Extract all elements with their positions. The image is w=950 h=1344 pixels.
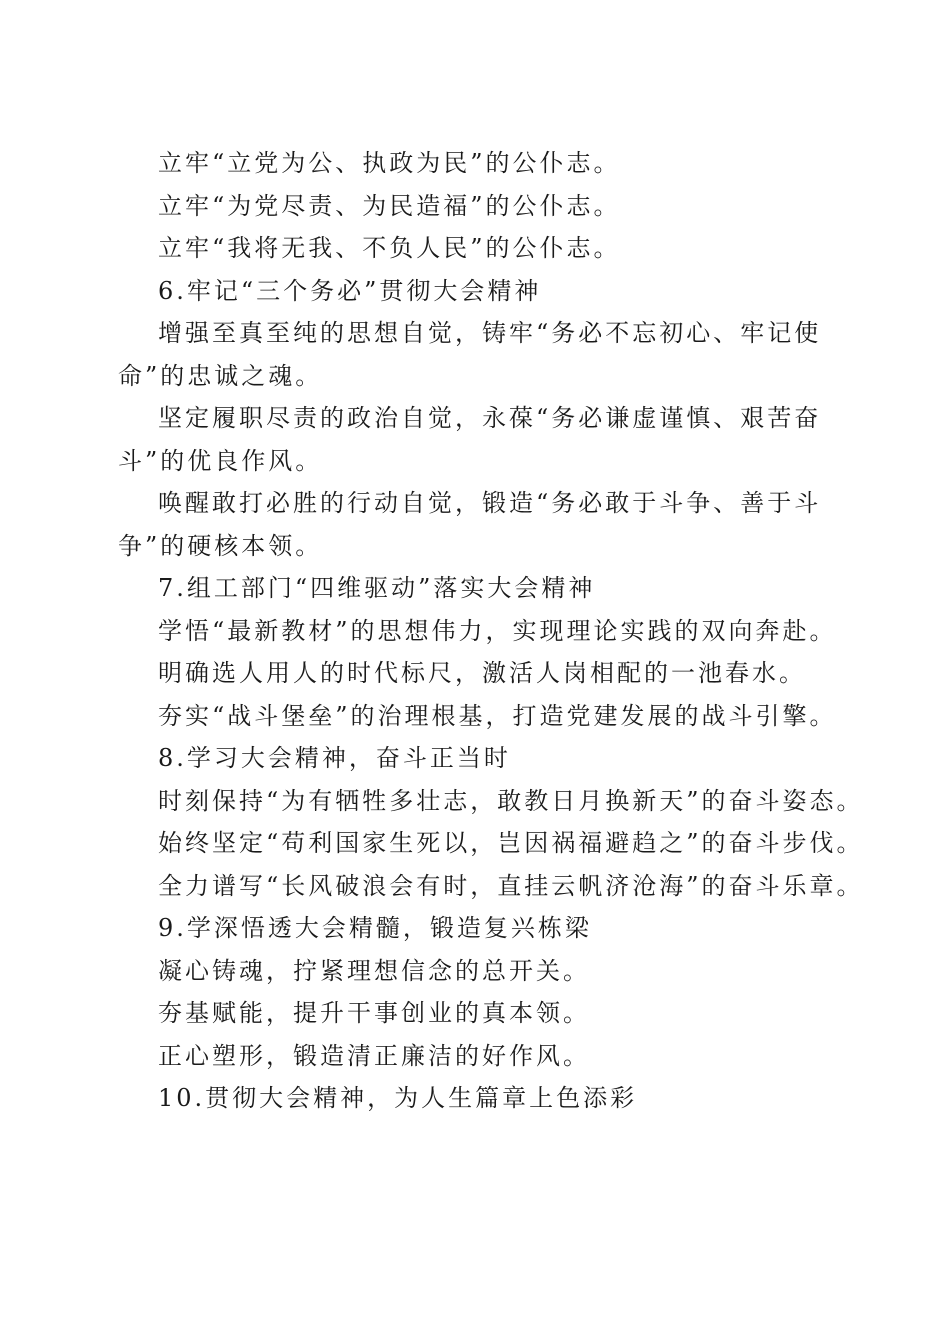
body-line: 唤醒敢打必胜的行动自觉，锻造“务必敢于斗争、善于斗 <box>158 489 822 517</box>
section-heading: 7.组工部门“四维驱动”落实大会精神 <box>158 574 596 602</box>
body-line: 夯实“战斗堡垒”的治理根基，打造党建发展的战斗引擎。 <box>158 701 837 730</box>
section-heading: 6.牢记“三个务必”贯彻大会精神 <box>158 276 542 305</box>
body-line-continuation: 命”的忠诚之魂。 <box>118 361 323 390</box>
body-line: 增强至真至纯的思想自觉，铸牢“务必不忘初心、牢记使 <box>158 319 822 347</box>
body-line: 始终坚定“苟利国家生死以，岂因祸福避趋之”的奋斗步伐。 <box>158 829 864 857</box>
body-line: 立牢“为党尽责、为民造福”的公仆志。 <box>158 191 621 220</box>
document-body <box>118 142 864 1120</box>
body-line-continuation: 争”的硬核本领。 <box>118 531 323 560</box>
body-line-continuation: 斗”的优良作风。 <box>118 446 323 475</box>
body-line: 坚定履职尽责的政治自觉，永葆“务必谦虚谨慎、艰苦奋 <box>158 404 822 432</box>
body-line: 明确选人用人的时代标尺，激活人岗相配的一池春水。 <box>158 659 806 687</box>
section-heading: 10.贯彻大会精神，为人生篇章上色添彩 <box>158 1084 638 1112</box>
body-line: 夯基赋能，提升干事创业的真本领。 <box>158 999 590 1027</box>
section-heading: 9.学深悟透大会精髓，锻造复兴栋梁 <box>158 914 592 942</box>
body-line: 正心塑形，锻造清正廉洁的好作风。 <box>158 1041 590 1070</box>
section-heading: 8.学习大会精神，奋斗正当时 <box>158 744 511 772</box>
body-line: 全力谱写“长风破浪会有时，直挂云帆济沧海”的奋斗乐章。 <box>158 871 864 900</box>
body-line: 学悟“最新教材”的思想伟力，实现理论实践的双向奔赴。 <box>158 616 837 645</box>
body-line: 立牢“立党为公、执政为民”的公仆志。 <box>158 149 621 177</box>
body-line: 时刻保持“为有牺牲多壮志，敢教日月换新天”的奋斗姿态。 <box>158 786 864 815</box>
body-line: 凝心铸魂，拧紧理想信念的总开关。 <box>158 956 590 985</box>
body-line: 立牢“我将无我、不负人民”的公仆志。 <box>158 234 621 262</box>
